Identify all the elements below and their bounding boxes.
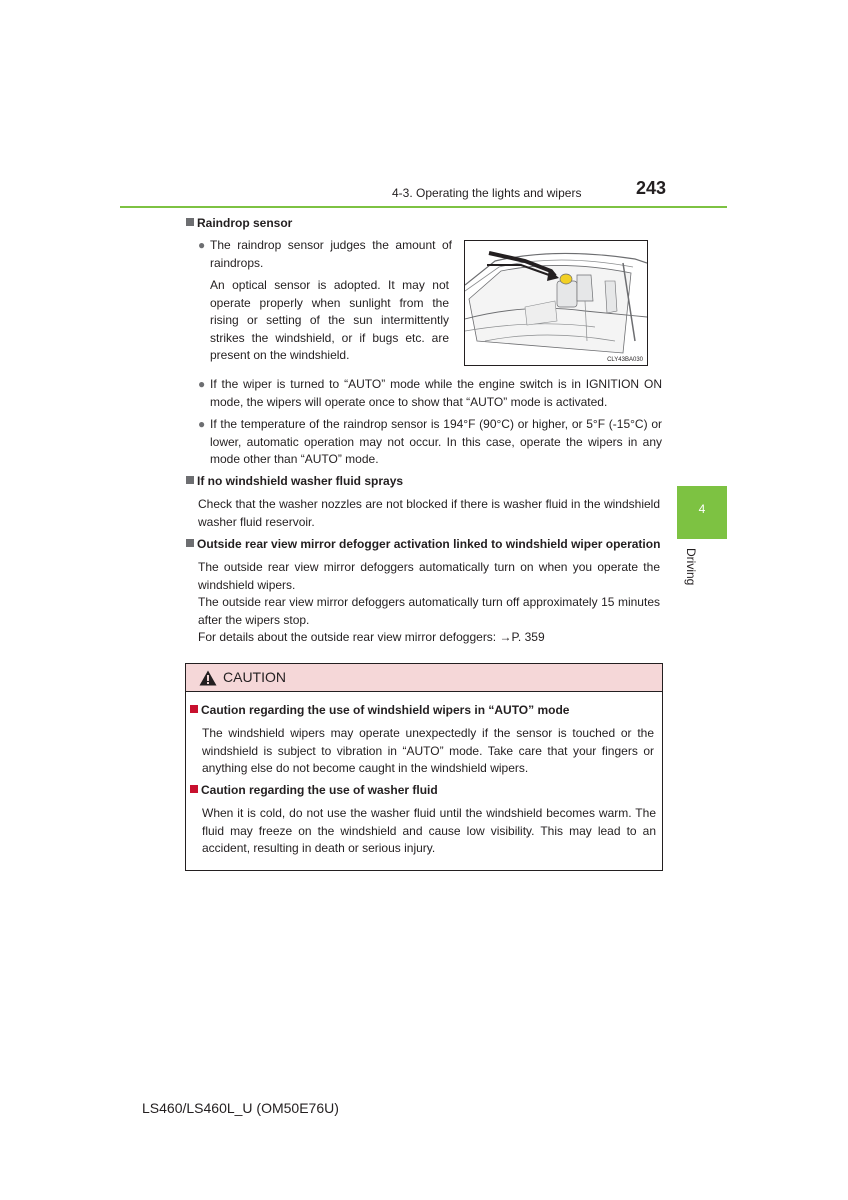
bullet-dot-icon: ● <box>198 238 206 252</box>
defogger-line-3: For details about the outside rear view mirror defoggers: →P. 359 <box>198 630 545 644</box>
washer-text: Check that the washer nozzles are not blocked if there is washer fluid in the windshield washer fluid reservoir. <box>198 497 660 529</box>
page-number: 243 <box>636 178 667 198</box>
raindrop-heading: Raindrop sensor <box>186 216 292 230</box>
windshield-raindrop-sensor-illustration-icon <box>465 241 647 365</box>
caution-item-1-text: The windshield wipers may operate unexpectedly if the sensor is touched or the windshield is subject to vibration in “AUTO” mode. Take care that your fingers or anything else do not become caught in the windshield wipers. <box>202 726 654 775</box>
caution-header <box>186 664 662 692</box>
header-section-title: 4-3. Operating the lights and wipers <box>392 186 582 200</box>
defogger-line-2: The outside rear view mirror defoggers automatically turn off approximately 15 minutes after the wipers stop. <box>198 595 660 627</box>
chapter-tab <box>677 486 727 539</box>
square-bullet-icon <box>190 705 198 713</box>
bullet-dot-icon: ● <box>198 377 206 391</box>
square-bullet-icon <box>186 476 194 484</box>
square-bullet-icon <box>190 785 198 793</box>
warning-triangle-icon <box>199 670 217 686</box>
raindrop-bullet-2: ● If the wiper is turned to “AUTO” mode while the engine switch is in IGNITION ON mode, the wipers will operate once to show that “AUTO” mode is activated. <box>198 377 662 409</box>
caution-item-2-heading: Caution regarding the use of washer fluid <box>190 783 438 797</box>
chapter-number: 4 <box>698 502 706 516</box>
figure-code: CLY43BA030 <box>607 357 643 363</box>
defogger-text <box>198 559 660 647</box>
caution-title: CAUTION <box>223 669 286 685</box>
square-bullet-icon <box>186 218 194 226</box>
caution-item-2-text: When it is cold, do not use the washer fluid until the windshield becomes warm. The fluid may freeze on the windshield and cause low visibility. This may lead to an accident, resulting in death or serious injury. <box>202 806 656 855</box>
defogger-heading: Outside rear view mirror defogger activation linked to windshield wiper operation <box>186 537 660 551</box>
washer-heading: If no windshield washer fluid sprays <box>186 474 403 488</box>
caution-box <box>185 663 663 871</box>
chapter-label: Driving <box>684 548 698 586</box>
header-rule <box>120 206 727 208</box>
caution-item-1-heading: Caution regarding the use of windshield wipers in “AUTO” mode <box>190 703 569 717</box>
raindrop-paragraph: An optical sensor is adopted. It may not operate properly when sunlight from the rising or setting of the sun intermittently strikes the windshield, or if bugs etc. are present on the windshield. <box>210 278 449 362</box>
defogger-line-1: The outside rear view mirror defoggers automatically turn on when you operate the windshield wipers. <box>198 560 660 592</box>
footer-model: LS460/LS460L_U (OM50E76U) <box>142 1100 339 1116</box>
raindrop-bullet-3: ● If the temperature of the raindrop sensor is 194°F (90°C) or higher, or 5°F (-15°C) or lower, automatic operation may not occur. In this case, operate the wipers in any mode other than “AUTO” mode. <box>198 417 662 466</box>
square-bullet-icon <box>186 539 194 547</box>
raindrop-bullet-1: ● The raindrop sensor judges the amount of raindrops. <box>198 238 452 270</box>
bullet-dot-icon: ● <box>198 417 206 431</box>
raindrop-sensor-figure <box>464 240 648 366</box>
